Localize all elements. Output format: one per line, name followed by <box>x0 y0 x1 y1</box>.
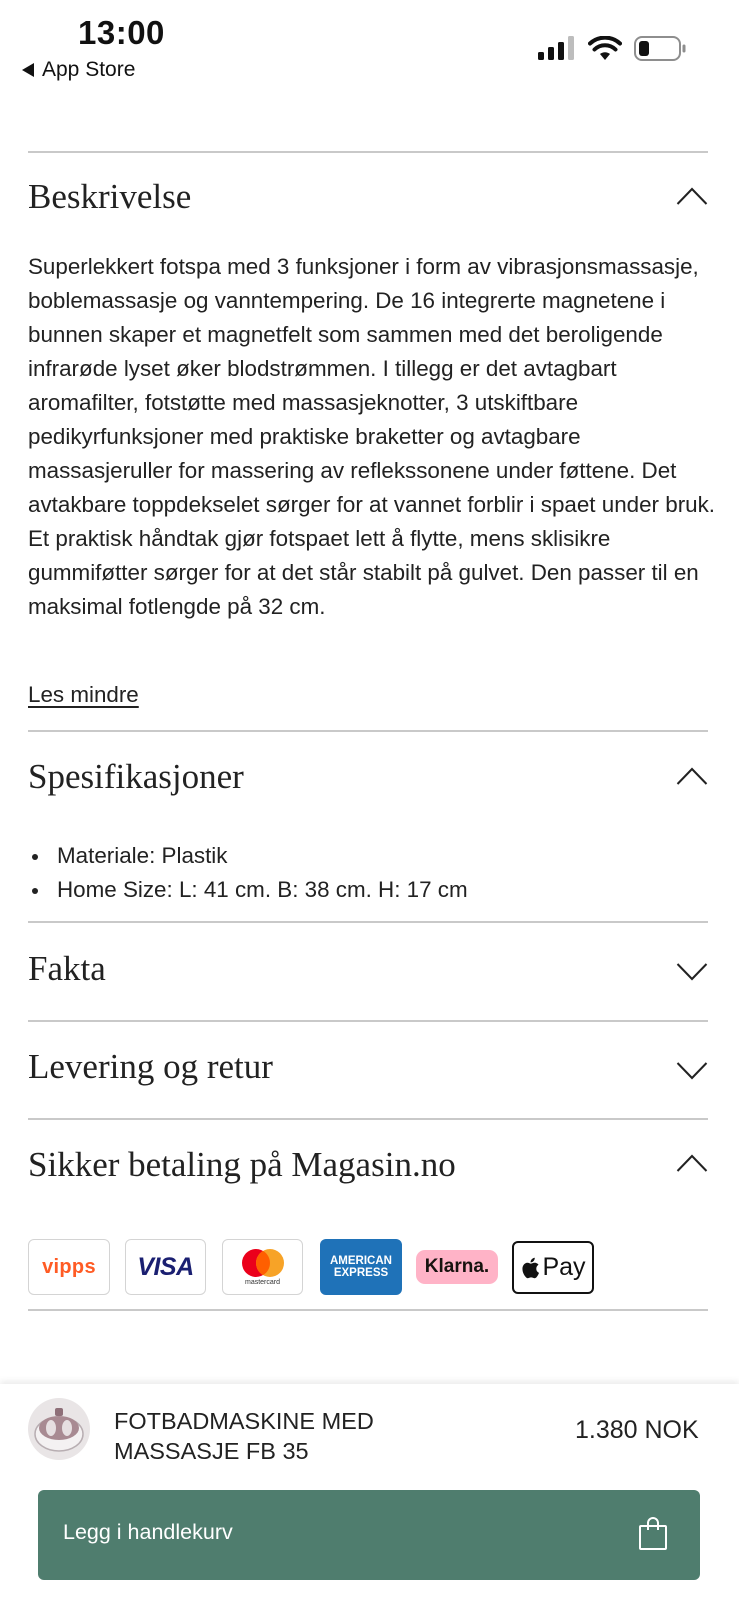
visa-logo <box>125 1239 206 1295</box>
spec-item-material: Materiale: Plastik <box>28 839 468 873</box>
apple-pay-logo <box>512 1241 594 1294</box>
visa-wordmark: VISA <box>137 1252 194 1281</box>
description-text: Superlekkert fotspa med 3 funksjoner i form av vibrasjonsmassasje, boblemassasje og vanntempering. De 16 integrerte magnetene i bunnen skaper et magnetfelt som sammen med det beroligende infrarøde lyset øker blodstrømmen. I tillegg er det avtagbart aromafilter, fotstøtte med massasjeknotter, 3 utskiftbare pedikyrfunksjoner med praktiske braketter og avtagbare massasjeruller for massering av reflekssonene under føttene. Det avtakbare toppdekselet sørger for at vannet forblir i spaet under bruk. Et praktisk håndtak gjør fotspaet lett å flytte, mens sklisikre gummiføtter sørger for at det står stabilt på gulvet. Den passer til en maksimal fotlengde på 32 cm. <box>28 254 716 619</box>
facts-section-title[interactable]: Fakta <box>28 949 106 988</box>
specifications-list <box>28 839 468 907</box>
apple-pay-wordmark: Pay <box>542 1253 586 1281</box>
add-to-cart-button[interactable] <box>38 1490 700 1580</box>
back-triangle-icon <box>22 63 34 77</box>
chevron-up-icon[interactable] <box>676 1153 708 1173</box>
sticky-product-bar <box>0 1384 739 1600</box>
wifi-icon <box>588 36 622 62</box>
status-time: 13:00 <box>78 14 165 51</box>
mastercard-wordmark: mastercard <box>244 1279 280 1286</box>
delivery-section-title[interactable]: Levering og retur <box>28 1047 273 1086</box>
back-to-app-store-link[interactable] <box>22 58 135 82</box>
spec-item-size: Home Size: L: 41 cm. B: 38 cm. H: 17 cm <box>28 873 468 907</box>
section-divider <box>28 921 708 923</box>
shopping-bag-icon <box>638 1517 668 1551</box>
read-less-link[interactable]: Les mindre <box>28 682 139 707</box>
foot-spa-image-icon <box>28 1398 90 1460</box>
back-link-label: App Store <box>42 58 136 81</box>
specifications-section-title[interactable]: Spesifikasjoner <box>28 757 244 796</box>
amex-logo <box>320 1239 402 1295</box>
battery-icon <box>634 36 688 61</box>
cellular-signal-icon <box>538 36 576 61</box>
section-divider <box>28 1020 708 1022</box>
klarna-logo <box>416 1250 498 1284</box>
section-divider <box>28 1118 708 1120</box>
payment-section-title[interactable]: Sikker betaling på Magasin.no <box>28 1145 456 1184</box>
product-thumbnail <box>28 1398 90 1460</box>
chevron-up-icon[interactable] <box>676 186 708 206</box>
apple-icon <box>520 1256 540 1280</box>
vipps-wordmark: vipps <box>42 1255 96 1278</box>
section-divider <box>28 730 708 732</box>
vipps-logo <box>28 1239 110 1295</box>
amex-line1: AMERICAN <box>330 1255 392 1267</box>
description-section-title[interactable]: Beskrivelse <box>28 177 192 216</box>
status-bar <box>0 0 739 95</box>
mastercard-circles-icon <box>239 1248 287 1278</box>
chevron-up-icon[interactable] <box>676 766 708 786</box>
klarna-wordmark: Klarna. <box>424 1256 490 1277</box>
chevron-down-icon[interactable] <box>676 1061 708 1081</box>
chevron-down-icon[interactable] <box>676 962 708 982</box>
product-name: FOTBADMASKINE MED MASSASJE FB 35 <box>114 1408 374 1464</box>
add-to-cart-label: Legg i handlekurv <box>63 1520 233 1544</box>
amex-line2: EXPRESS <box>333 1267 389 1279</box>
product-price: 1.380 NOK <box>575 1416 699 1444</box>
mastercard-logo <box>222 1239 303 1295</box>
section-divider <box>28 151 708 153</box>
section-divider <box>28 1309 708 1311</box>
